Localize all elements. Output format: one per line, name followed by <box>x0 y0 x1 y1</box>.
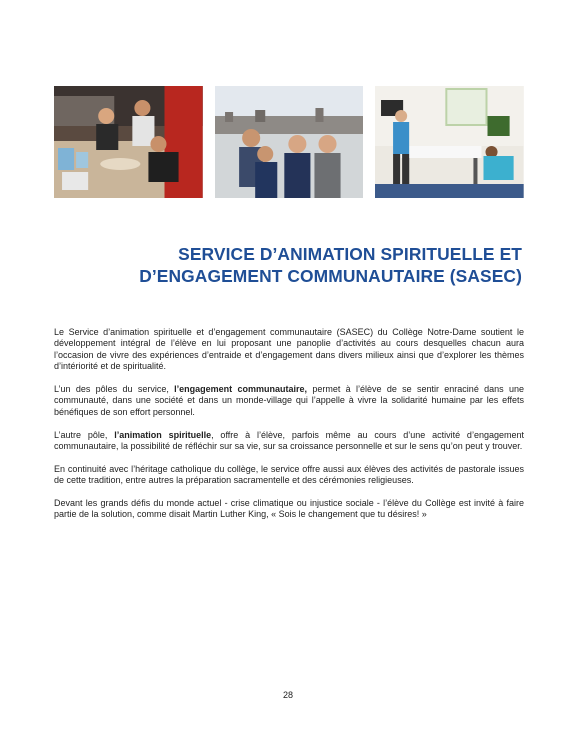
paragraph-global-challenges: Devant les grands défis du monde actuel - crise climatique ou injustice sociale - l’élève du Collège est invité à faire partie de la solution, comme disait Martin Luther King, « Sois le changement que tu désires! » <box>54 498 524 520</box>
photo-classroom-workshop <box>375 86 524 198</box>
paragraph-text: L’un des pôles du service, <box>54 384 175 395</box>
title-line-2: D’ENGAGEMENT COMMUNAUTAIRE (SASEC) <box>139 266 522 286</box>
photo-strip <box>54 86 524 198</box>
photo-kitchen-volunteering <box>54 86 203 198</box>
paragraph-intro: Le Service d’animation spirituelle et d’engagement communautaire (SASEC) du Collège Notre-Dame soutient le développement intégral de l’élève en lui proposant une panoplie d’activités au cours desquelles chacun aura l’occasion de vivre des expériences d’entraide et d’engagement dans divers milieux ainsi que d’explorer les thèmes d’intériorité et de spiritualité. <box>54 327 524 372</box>
photo-students-city-view <box>215 86 364 198</box>
paragraph-text: permet à l’élève de se sentir enraciné dans une communauté, dans une société et dans un monde-village qui l’appelle à vivre la solidarité humaine par les effets bénéfiques de son effort personnel. <box>54 384 524 417</box>
page-title <box>102 243 522 287</box>
paragraph-community-engagement <box>54 384 524 418</box>
paragraph-emphasis: l’animation spirituelle <box>114 429 212 440</box>
title-line-1: SERVICE D’ANIMATION SPIRITUELLE ET <box>178 244 522 264</box>
page-number: 28 <box>282 690 293 700</box>
paragraph-catholic-heritage: En continuité avec l’héritage catholique du collège, le service offre aussi aux élèves des activités de pastorale issues de cette tradition, entre autres la préparation sacramentelle et des cérémonies religieuses. <box>54 463 524 486</box>
paragraph-spiritual-animation <box>54 430 524 453</box>
paragraph-emphasis: l’engagement communautaire, <box>174 384 308 395</box>
paragraph-text: , offre à l’élève, parfois même au cours d’une activité d’engagement communautaire, la possibilité de réfléchir sur sa vie, sur sa croissance personnelle et sur le sens qu’on peut y trouver. <box>54 429 524 452</box>
paragraph-text: L’autre pôle, <box>54 429 115 440</box>
body-text <box>54 327 524 532</box>
